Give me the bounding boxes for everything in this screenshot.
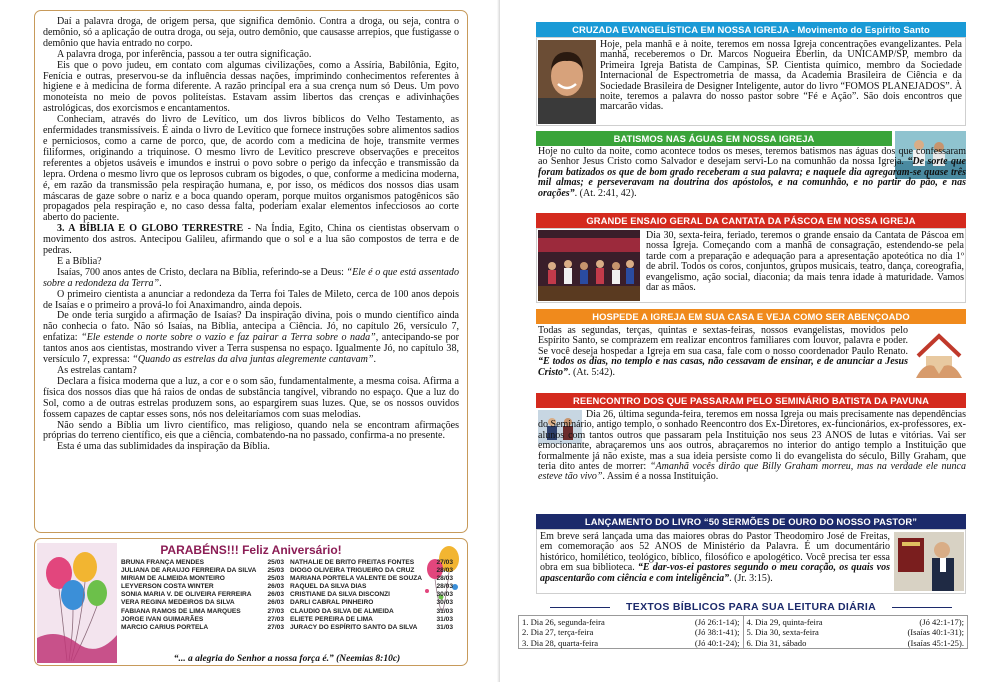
birthday-entry: [121, 599, 284, 607]
article-paragraph: Eis que o povo judeu, em contato com algumas civilizações, como a Assíria, Babilônia, Egito, Fenícia e outras, preservou-se da influência dessas nações, imprimindo conhecimentos referentes à higiene e à medicina de forma diferente. A razão principal era a sua crença num só Deus. Um povo monoteísta no meio de povos politeístas. Estavam assim libertos das crenças e adivinhações astrológicas, dos exorcismos e encantamentos.: [43, 59, 459, 115]
article-frame: [34, 10, 468, 533]
article-paragraph: Esta é uma das sublimidades da inspiração da Bíblia.: [57, 441, 270, 453]
hospede-title-bar: HOSPEDE A IGREJA EM SUA CASA E VEJA COMO SER ABENÇOADO: [536, 309, 966, 324]
article-paragraph: As estrelas cantam?: [57, 365, 137, 376]
hospede-text-part: Todas as segundas, terças, quintas e sextas-feiras, nossos evangelistas, movidos pelo Espírito Santo, se comprazem em realizar encontros familiares com louvor, palavra e poder. Se você deseja hospedar a Igreja em sua casa, fale com o nosso coordenador Paulo Renato.: [538, 326, 908, 357]
birthday-date: 28/03: [436, 567, 453, 575]
article-paragraph: Não sendo a Bíblia um livro científico, mas religioso, quando nela se encontram afirmações próprias do terreno científico, eis que a ciência, combatendo-na no passado, confirma-a no presente.: [43, 419, 459, 442]
reading-entry: [522, 638, 740, 648]
ensaio-title-bar: GRANDE ENSAIO GERAL DA CANTATA DA PÁSCOA EM NOSSA IGREJA: [536, 213, 966, 228]
birthday-name: SONIA MARIA V. DE OLIVEIRA FERREIRA: [121, 591, 252, 599]
reading-reference: (Isaías 40:1-31);: [907, 627, 964, 638]
reencontro-quote: “Amanhã vocês dirão que Billy Graham morreu, mas na verdade ele nunca esteve tão vivo”: [538, 461, 966, 483]
article-paragraph: Conheciam, através do livro de Levítico, um dos livros bíblicos do Velho Testamento, as enfermidades transmissíveis. É ainda o livro de Levítico que fornece instruções sobre alimentos sadios e perniciosos, como a carne de porco, que, de acordo com a medicina de hoje, transmite vermes filiformes, originando a triquinose. O mesmo livro de Levítico prescreve observações e preceitos referentes a objetos usáveis e imundos e instrui o povo sobre o perigo da infecção e transmissão da lepra. Ordena o mesmo livro que os leprosos cubram os bigodes, o que, conforme a medicina moderna, é, em razão da transmissão pela respiração humana, e, por isso, os médicos dos nossos dias usam máscaras de gaze sobre o nariz e a boca quando operam, porque muitos organismos patogênicos são propagados pela respiração e, no caso dessa falta, poderiam exalar elementos infecciosos ao corte aberto do paciente.: [43, 114, 459, 224]
livro-quote: “E dar-vos-ei pastores segundo o meu coração, os quais vos apascentarão com ciência e com inteligência”: [540, 562, 890, 584]
article-paragraph: [43, 311, 459, 366]
birthday-entry: [290, 559, 453, 567]
birthday-entry: [290, 575, 453, 583]
birthday-entry: [290, 583, 453, 591]
article-paragraph: [43, 224, 459, 257]
birthday-title: PARABÉNS!!! Feliz Aniversário!: [160, 543, 342, 557]
birthday-entry: [290, 624, 453, 632]
birthday-list: [121, 559, 453, 632]
ensaio-text: Dia 30, sexta-feira, feriado, teremos o grande ensaio da Cantata de Páscoa em nossa Igreja. Começando com a manhã de consagração, estendendo-se pela tarde com a preparação e adequação para a apresentação apoteótica no dia 1º de abril. Todos os coros, conjuntos, grupos musicais, teatro, dança, coreografia, evangelismo, ação social, diaconia; da mais tenra idade à maturidade. Vamos dar as mãos.: [646, 231, 964, 294]
livro-title-bar: LANÇAMENTO DO LIVRO “50 SERMÕES DE OURO DO NOSSO PASTOR”: [536, 514, 966, 529]
article-text: .: [159, 277, 162, 289]
birthday-name: CLAUDIO DA SILVA DE ALMEIDA: [290, 607, 394, 615]
birthday-verse: “... a alegria do Senhor a nossa força é.” (Neemias 8:10c): [173, 654, 401, 664]
home-hands-icon: [912, 326, 966, 382]
birthday-entry: [121, 591, 284, 599]
article-heading: 3. A BÍBLIA E O GLOBO TERRESTRE: [57, 223, 244, 235]
birthday-name: RAQUEL DA SILVA DIAS: [290, 583, 367, 591]
birthday-date: 27/03: [436, 559, 453, 566]
birthday-name: CRISTIANE DA SILVA DISCONZI: [290, 591, 391, 599]
reading-reference: (Jó 40:1-24);: [694, 637, 740, 648]
birthday-name: MARIANA PORTELA VALENTE DE SOUZA: [290, 575, 422, 583]
hospede-reference: . (At. 5:42).: [568, 366, 615, 378]
hospede-quote: “E todos os dias, no templo e nas casas, não cessavam de ensinar, e de anunciar a Jesus Cristo”: [538, 356, 908, 378]
batismos-text-part: Hoje no culto da noite, como acontece todos os meses, teremos batismos nas águas dos que confessaram ao Senhor Jesus Cristo como Salvador e desejam servi-Lo na comunhão da nossa Igreja.: [538, 147, 966, 168]
birthday-entry: [121, 559, 284, 567]
birthday-date: 26/03: [267, 591, 284, 599]
birthday-date: 30/03: [436, 591, 453, 599]
reading-entry: [747, 638, 965, 648]
cruzada-text: Hoje, pela manhã e à noite, teremos em nossa Igreja concentrações evangelizantes. Pela manhã, receberemos o Dr. Marcos Nogueira Eberlin, da UNICAMP/SP, membro da Primeira Igreja Batista de Campinas, SP. Cientista químico, membro da Sociedade Internacional de Espectrometria de massa, da Academia Brasileira de Ciência e da Sociedade Brasileira de Designer Inteligente, autor do livro “FOMOS PLANEJADOS”. À noite, teremos a palavra do nosso pastor sobre “Fé e Ação”. São dois encontros que marcarão vidas.: [600, 40, 962, 113]
reencontro-title-bar: REENCONTRO DOS QUE PASSARAM PELO SEMINÁRIO BATISTA DA PAVUNA: [536, 393, 966, 408]
birthday-date: 31/03: [436, 615, 453, 623]
reading-reference: (Isaías 45:1-25).: [907, 637, 964, 648]
birthday-date: 28/03: [436, 583, 453, 591]
birthday-name: DIOGO OLIVEIRA TRIGUEIRO DA CRUZ: [290, 567, 415, 575]
birthday-date: 26/03: [267, 599, 284, 607]
readings-column-left: [519, 616, 743, 648]
article-text: - Na Índia, Egito, China os cientistas observam o movimento dos astros. Antecipou Galileu, afirmando que o sol e a lua são compostos de terra e de pedras.: [43, 223, 459, 257]
birthday-entry: [290, 591, 453, 599]
birthday-date: 25/03: [267, 575, 284, 583]
birthday-entry: [290, 599, 453, 607]
birthday-entry: [290, 616, 453, 624]
balloons-icon: [37, 543, 117, 663]
reading-entry: [522, 617, 740, 627]
article-text: De onde teria surgido a afirmação de Isaías? Da inspiração divina, pois o mundo científico ainda não conhecia o fato. Não só Isaías, na Bíblia, antecipa a Ciência. Jó, no capítulo 26, versículo 7, enfatiza:: [43, 310, 459, 344]
book-author-photo: [894, 532, 964, 591]
article-paragraph: [43, 268, 459, 290]
reading-reference: (Jó 38:1-41);: [694, 627, 740, 638]
birthday-name: BRUNA FRANÇA MENDES: [121, 559, 205, 566]
batismos-title-bar: BATISMOS NAS ÁGUAS EM NOSSA IGREJA: [536, 131, 892, 146]
reading-day: 3. Dia 28, quarta-feira: [522, 637, 599, 648]
article-quote: “Ele é o que está assentado sobre a redondeza da Terra”: [43, 266, 459, 289]
birthday-date: 30/03: [436, 599, 453, 607]
article-paragraph: O primeiro cientista a anunciar a redondeza da Terra foi Tales de Mileto, cerca de 100 anos depois de Isaías e o primeiro a prová-lo foi Anaximandro, ainda depois.: [43, 288, 459, 311]
birthday-entry: [121, 575, 284, 583]
reading-entry: [747, 617, 965, 627]
birthday-entry: [290, 567, 453, 575]
reading-reference: (Jó 42:1-17);: [919, 617, 964, 627]
readings-column-right: [743, 616, 968, 648]
birthday-date: 27/03: [267, 607, 284, 615]
article-text: Isaías, 700 anos antes de Cristo, declara na Bíblia, referindo-se a Deus:: [57, 266, 347, 278]
article-text: , antecipando-se por tantos anos aos cientistas, mostrando viver a Terra suspensa no espaço. Igualmente Jó, no capítulo 38, versículo 7, expressa:: [43, 332, 459, 366]
reading-day: 4. Dia 29, quinta-feira: [746, 617, 823, 627]
article-paragraph: E a Bíblia?: [57, 255, 102, 267]
batismos-quote: “De sorte que foram batizados os que de bom grado receberam a sua palavra; e naquele dia agregaram-se quase três mil almas; e perseveravam na doutrina dos apóstolos, e na comunhão, e no partir do pão, e nas orações”: [538, 156, 966, 199]
reencontro-text-end: . Assim é a nossa Instituição.: [602, 471, 719, 483]
reading-entry: [522, 627, 740, 637]
birthday-entry: [121, 616, 284, 624]
birthday-name: ELIETE PEREIRA DE LIMA: [290, 615, 373, 623]
reading-day: 6. Dia 31, sábado: [746, 637, 807, 648]
hospede-text: [538, 326, 908, 384]
birthday-column-right: [290, 559, 453, 632]
article-paragraph: Declara a física moderna que a luz, a cor e o som são, fundamentalmente, a mesma coisa. Afirma a física dos nossos dias que há raios de ondas de substância tangível, vibrando no espaço. Que a luz do Sol, como a de outras estrelas produzem sons, ao espargirem suas luzes. Que, se os nossos ouvidos fossem capazes de captar esses sons, nós nos deleitaríamos com suas melodias.: [43, 375, 459, 420]
birthday-entry: [121, 608, 284, 616]
birthday-name: JULIANA DE ARAUJO FERREIRA DA SILVA: [121, 567, 257, 575]
article-quote: “Ele estende o norte sobre o vazio e faz pairar a Terra sobre o nada”: [81, 332, 376, 344]
birthday-name: JURACY DO ESPÍRITO SANTO DA SILVA: [290, 623, 418, 631]
birthday-name: FABIANA RAMOS DE LIMA MARQUES: [121, 607, 241, 615]
birthday-name: LEYVERSON COSTA WINTER: [121, 583, 214, 591]
choir-photo: [538, 230, 640, 301]
reading-day: 5. Dia 30, sexta-feira: [746, 627, 819, 638]
birthday-date: 31/03: [436, 607, 453, 615]
reading-day: 1. Dia 26, segunda-feira: [522, 617, 605, 627]
birthday-name: NATHALIE DE BRITO FREITAS FONTES: [290, 559, 415, 566]
livro-reference: . (Jr. 3:15).: [729, 572, 773, 584]
birthday-name: JORGE IVAN GUIMARÃES: [121, 615, 204, 623]
article-paragraph: A palavra droga, por inferência, passou a ter outra significação.: [57, 48, 312, 60]
article-quote: “Quando as estrelas da alva juntas alegremente cantavam”: [132, 354, 374, 366]
birthday-date: 31/03: [436, 623, 453, 631]
birthday-date: 25/03: [267, 567, 284, 575]
batismos-text: [538, 147, 966, 203]
article-paragraph: Daí a palavra droga, de origem persa, que significa demônio. Contra a droga, ou seja, contra o demônio, só a aplicação de outra droga, ou seja, outro demônio, que causasse arrepios, que fustigasse o demônio que havia entrado no corpo.: [43, 16, 459, 49]
livro-text: [540, 532, 890, 592]
birthday-date: 27/03: [267, 623, 284, 631]
article-text: .: [373, 354, 376, 366]
reading-day: 2. Dia 27, terça-feira: [522, 627, 594, 638]
birthday-date: 27/03: [267, 615, 284, 623]
reading-reference: (Jó 26:1-14);: [694, 617, 740, 627]
birthday-entry: [121, 583, 284, 591]
birthday-date: 25/03: [267, 559, 284, 566]
birthday-name: MIRIAM DE ALMEIDA MONTEIRO: [121, 575, 225, 583]
pastor-photo: [538, 40, 596, 124]
readings-title: TEXTOS BÍBLICOS PARA SUA LEITURA DIÁRIA: [536, 599, 966, 615]
birthday-date: 28/03: [436, 575, 453, 583]
birthday-entry: [290, 608, 453, 616]
birthday-column-left: [121, 559, 284, 632]
birthday-name: DARLI CABRAL PINHEIRO: [290, 599, 374, 607]
birthday-date: 26/03: [267, 583, 284, 591]
birthday-name: VERA REGINA MEDEIROS DA SILVA: [121, 599, 235, 607]
birthday-entry: [121, 624, 284, 632]
readings-table: [518, 615, 968, 649]
cruzada-title-bar: CRUZADA EVANGELÍSTICA EM NOSSA IGREJA - Movimento do Espírito Santo: [536, 22, 966, 37]
livro-text-part: Em breve será lançada uma das maiores obras do Pastor Theodomiro José de Freitas, em comemoração aos 52 ANOS de Ministério da Palavra. É um documentário histórico, homilético, teológico, bíblico, filosófico e apologético. Você precisa ter essa obra em sua biblioteca.: [540, 532, 890, 574]
birthday-name: MARCIO CARIUS PORTELA: [121, 623, 209, 631]
batismos-reference: . (At. 2:41, 42).: [574, 187, 637, 199]
birthday-entry: [121, 567, 284, 575]
birthday-box: [34, 538, 468, 666]
reading-entry: [747, 627, 965, 637]
reencontro-text-part: Dia 26, última segunda-feira, teremos em nossa Igreja ou mais precisamente nas dependências do Seminário, antigo templo, o sonhado Reencontro dos Ex-Diretores, ex-funcionários, ex-professores, ex-alunos com tantos outros que passaram pela Instituição nos seus 23 ANOS de lutas e vitórias. Vai ser emocionante, abraçaremos uns aos outros, abraçaremos no interior do antigo templo a Instituição que formalmente já não existe, mas a sua ideia persiste como li do evangelista do século, Billy Graham, que teria dito antes de morrer:: [538, 410, 966, 473]
